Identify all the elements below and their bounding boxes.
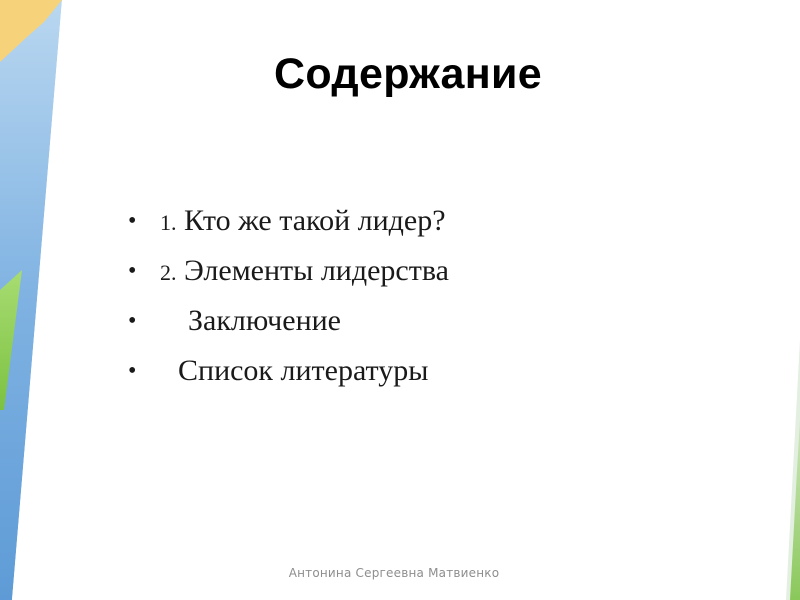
item-text: Заключение: [188, 304, 341, 337]
item-number: 1.: [160, 210, 177, 235]
footer-author: Антонина Сергеевна Матвиенко: [288, 566, 500, 580]
list-item-content: [160, 246, 449, 298]
bullet-icon: •: [128, 308, 137, 334]
bullet-icon: •: [128, 208, 137, 234]
slide-title: Содержание: [274, 50, 542, 98]
item-text: Кто же такой лидер?: [184, 204, 446, 237]
item-text: Элементы лидерства: [184, 254, 449, 287]
bullet-icon: •: [128, 358, 137, 384]
list-item-content: [160, 196, 446, 248]
item-text: Список литературы: [178, 354, 429, 387]
bullet-icon: •: [128, 258, 137, 284]
item-number: 2.: [160, 260, 177, 285]
